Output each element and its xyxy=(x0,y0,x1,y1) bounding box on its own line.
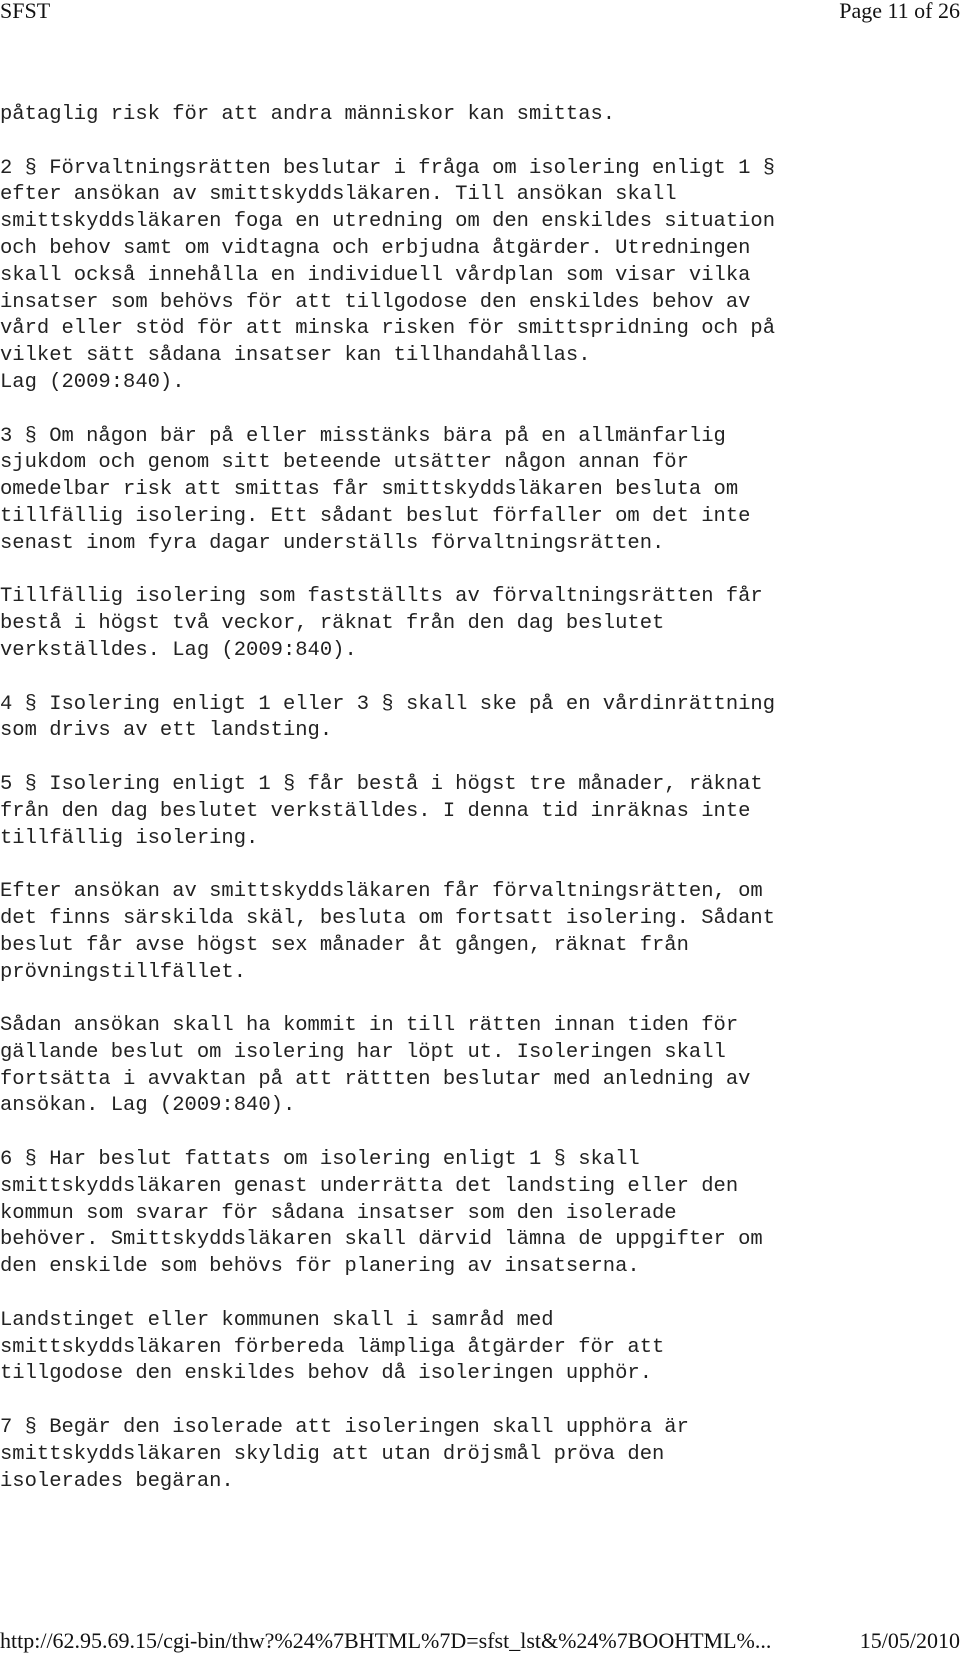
text-line: Sådan ansökan skall ha kommit in till rätten innan tiden för xyxy=(0,1014,739,1038)
document-body xyxy=(0,102,960,1495)
text-line: smittskyddsläkaren skyldig att utan dröjsmål pröva den xyxy=(0,1442,665,1466)
blank-line xyxy=(0,1281,960,1308)
text-line: det finns särskilda skäl, besluta om fortsatt isolering. Sådant xyxy=(0,906,776,930)
text-line: skall också innehålla en individuell vårdplan som visar vilka xyxy=(0,263,751,287)
text-line: Landstinget eller kommunen skall i samråd med xyxy=(0,1308,554,1332)
text-line: fortsätta i avvaktan på att rättten beslutar med anledning av xyxy=(0,1067,751,1091)
text-line: 7 § Begär den isolerade att isoleringen skall upphöra är xyxy=(0,1416,689,1440)
text-line: verkställdes. Lag (2009:840). xyxy=(0,638,357,662)
text-line: tillfällig isolering. Ett sådant beslut förfaller om det inte xyxy=(0,504,751,528)
text-line: prövningstillfället. xyxy=(0,960,247,984)
blank-line xyxy=(0,1388,960,1415)
page-number: Page 11 of 26 xyxy=(839,0,960,23)
text-line: sjukdom och genom sitt beteende utsätter någon annan för xyxy=(0,451,689,475)
text-line: 3 § Om någon bär på eller misstänks bära på en allmänfarlig xyxy=(0,424,726,448)
text-line: smittskyddsläkaren genast underrätta det landsting eller den xyxy=(0,1174,739,1198)
text-line: 6 § Har beslut fattats om isolering enligt 1 § skall xyxy=(0,1148,640,1172)
text-line: behöver. Smittskyddsläkaren skall därvid lämna de uppgifter om xyxy=(0,1228,763,1252)
text-line: omedelbar risk att smittas får smittskyddsläkaren besluta om xyxy=(0,478,739,502)
text-line: efter ansökan av smittskyddsläkaren. Till ansökan skall xyxy=(0,183,677,207)
text-line: påtaglig risk för att andra människor kan smittas. xyxy=(0,103,616,126)
text-line: tillfällig isolering. xyxy=(0,826,259,850)
text-line: vilket sätt sådana insatser kan tillhandahållas. xyxy=(0,344,591,368)
text-line: smittskyddsläkaren foga en utredning om den enskildes situation xyxy=(0,210,776,234)
blank-line xyxy=(0,745,960,772)
text-line: och behov samt om vidtagna och erbjudna åtgärder. Utredningen xyxy=(0,236,751,260)
text-line: beslut får avse högst sex månader åt gången, räknat från xyxy=(0,933,689,957)
text-line: kommun som svarar för sådana insatser som den isolerade xyxy=(0,1201,677,1225)
text-line: från den dag beslutet verkställdes. I denna tid inräknas inte xyxy=(0,799,751,823)
text-line: 5 § Isolering enligt 1 § får bestå i högst tre månader, räknat xyxy=(0,772,763,796)
blank-line xyxy=(0,129,960,156)
page-header xyxy=(0,0,960,26)
blank-line xyxy=(0,397,960,424)
text-line: insatser som behövs för att tillgodose den enskildes behov av xyxy=(0,290,751,314)
blank-line xyxy=(0,558,960,585)
text-line: tillgodose den enskildes behov då isoleringen upphör. xyxy=(0,1362,653,1386)
text-line: vård eller stöd för att minska risken för smittspridning och på xyxy=(0,317,776,341)
page-footer xyxy=(0,1628,960,1654)
text-line: senast inom fyra dagar underställs förvaltningsrätten. xyxy=(0,531,665,555)
blank-line xyxy=(0,852,960,879)
text-line: Tillfällig isolering som fastställts av förvaltningsrätten får xyxy=(0,585,763,609)
text-line: gällande beslut om isolering har löpt ut. Isoleringen skall xyxy=(0,1040,726,1064)
text-line: 2 § Förvaltningsrätten beslutar i fråga om isolering enligt 1 § xyxy=(0,156,776,180)
source-url[interactable]: http://62.95.69.15/cgi-bin/thw?%24%7BHTML%7D=sfst_lst&%24%7BOOHTML%... xyxy=(0,1628,772,1653)
print-date: 15/05/2010 xyxy=(859,1628,960,1653)
text-line: Efter ansökan av smittskyddsläkaren får förvaltningsrätten, om xyxy=(0,880,763,904)
text-line: Lag (2009:840). xyxy=(0,370,185,394)
text-line: 4 § Isolering enligt 1 eller 3 § skall ske på en vårdinrättning xyxy=(0,692,776,716)
text-line: bestå i högst två veckor, räknat från den dag beslutet xyxy=(0,612,665,636)
blank-line xyxy=(0,1120,960,1147)
text-line: isolerades begäran. xyxy=(0,1469,234,1493)
blank-line xyxy=(0,986,960,1013)
text-line: som drivs av ett landsting. xyxy=(0,719,333,743)
text-line: ansökan. Lag (2009:840). xyxy=(0,1094,296,1118)
text-line: den enskilde som behövs för planering av insatserna. xyxy=(0,1255,640,1279)
text-line: smittskyddsläkaren förbereda lämpliga åtgärder för att xyxy=(0,1335,665,1359)
header-source-label: SFST xyxy=(0,0,51,23)
blank-line xyxy=(0,665,960,692)
